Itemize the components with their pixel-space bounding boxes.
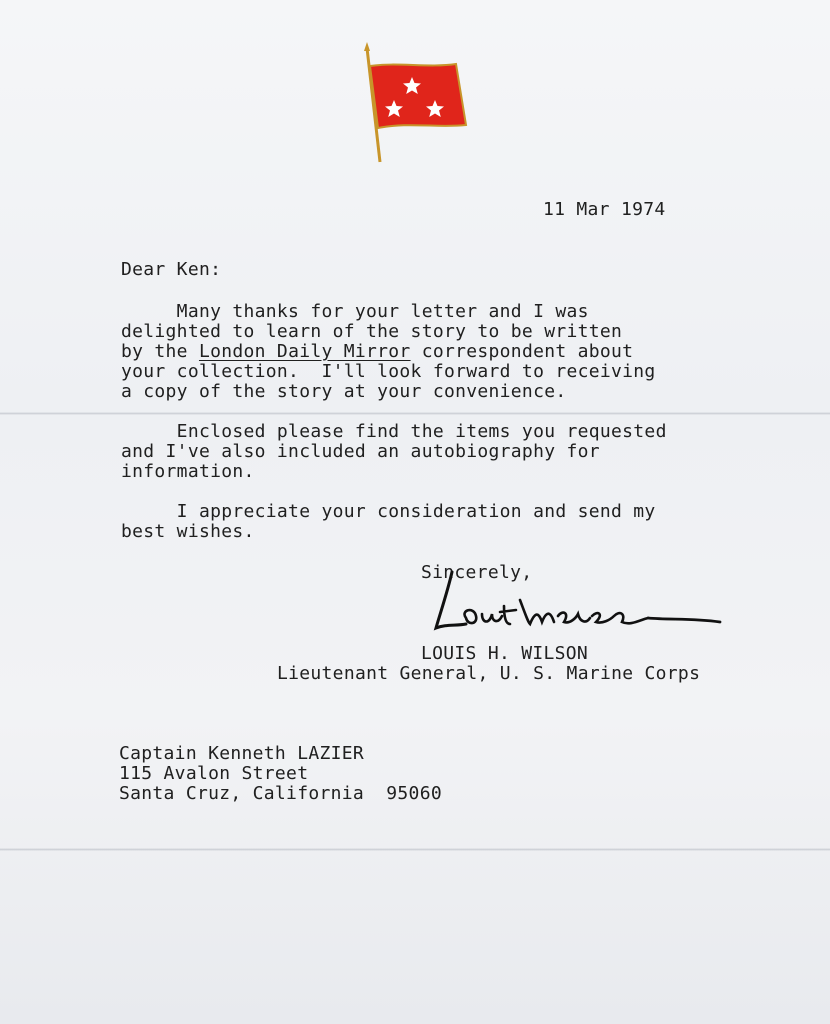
salutation: Dear Ken: bbox=[121, 259, 222, 280]
recipient-name: Captain Kenneth LAZIER bbox=[119, 743, 365, 764]
paragraph-line: Enclosed please find the items you requested bbox=[121, 421, 667, 442]
paragraph-line: information. bbox=[121, 461, 255, 482]
paper-fold-line bbox=[0, 412, 830, 415]
recipient-street: 115 Avalon Street bbox=[119, 763, 309, 784]
paragraph-line bbox=[121, 342, 633, 362]
closing: Sincerely, bbox=[421, 562, 533, 583]
paragraph-line: your collection. I'll look forward to receiving bbox=[121, 361, 656, 382]
paragraph-line: Many thanks for your letter and I was bbox=[121, 301, 589, 322]
paragraph-text: by the bbox=[121, 341, 199, 362]
general-officer-flag-icon bbox=[358, 42, 470, 166]
paragraph-line: delighted to learn of the story to be written bbox=[121, 321, 623, 342]
paragraph-line: best wishes. bbox=[121, 521, 255, 542]
newspaper-name: London Daily Mirror bbox=[198, 341, 411, 362]
handwritten-signature bbox=[430, 566, 730, 642]
paper-fold-line bbox=[0, 848, 830, 851]
paragraph-text: correspondent about bbox=[410, 341, 634, 362]
paragraph-line: and I've also included an autobiography for bbox=[121, 441, 600, 462]
signer-title: Lieutenant General, U. S. Marine Corps bbox=[277, 663, 701, 684]
recipient-city-state-zip: Santa Cruz, California 95060 bbox=[119, 783, 442, 804]
paragraph-line: a copy of the story at your convenience. bbox=[121, 381, 567, 402]
signer-name: LOUIS H. WILSON bbox=[421, 643, 589, 664]
letter-date: 11 Mar 1974 bbox=[543, 199, 666, 220]
paragraph-line: I appreciate your consideration and send my bbox=[121, 501, 656, 522]
